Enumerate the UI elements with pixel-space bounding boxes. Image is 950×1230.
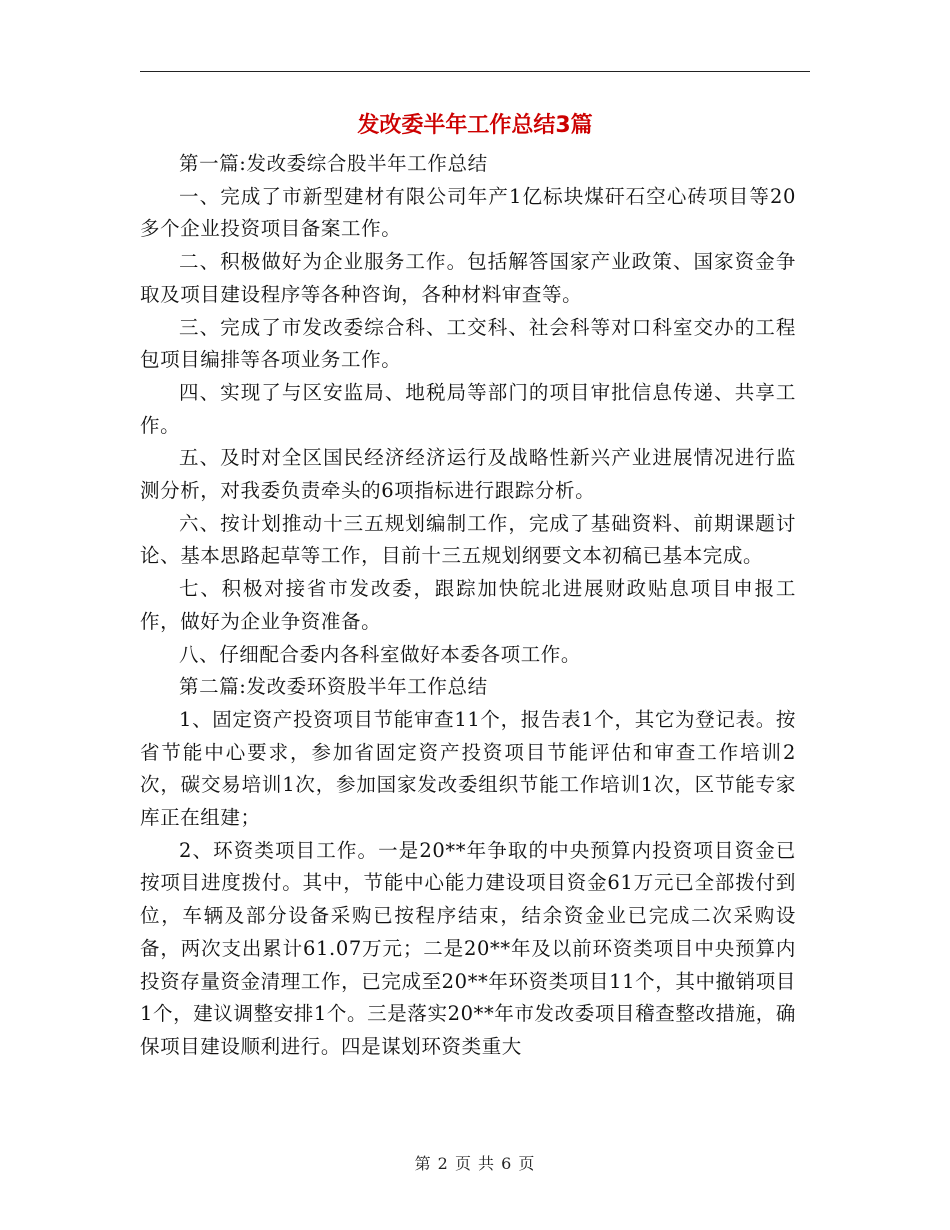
paragraph: 2、环资类项目工作。一是20**年争取的中央预算内投资项目资金已按项目进度拨付。其中，节能中心能力建设项目资金61万元已全部拨付到位，车辆及部分设备采购已按程序结束，结余资金业已完成二次采购设备，两次支出累计61.07万元；二是20**年及以前环资类项目中央预算内投资存量资金清理工作，已完成至20**年环资类项目11个，其中撤销项目1个，建议调整安排1个。三是落实20**年市发改委项目稽查整改措施，确保项目建设顺利进行。四是谋划环资类重大 — [140, 838, 796, 1058]
section-heading-1: 第一篇:发改委综合股半年工作总结 — [179, 152, 488, 175]
header-rule — [140, 71, 810, 72]
document-title: 发改委半年工作总结3篇 — [357, 113, 593, 138]
paragraph: 一、完成了市新型建材有限公司年产1亿标块煤矸石空心砖项目等20多个企业投资项目备案工作。 — [140, 184, 796, 241]
paragraph: 三、完成了市发改委综合科、工交科、社会科等对口科室交办的工程包项目编排等各项业务工作。 — [140, 315, 796, 372]
page-number: 第 2 页 共 6 页 — [414, 1154, 536, 1173]
paragraph: 七、积极对接省市发改委，跟踪加快皖北进展财政贴息项目申报工作，做好为企业争资准备。 — [140, 577, 796, 633]
paragraph: 五、及时对全区国民经济经济运行及战略性新兴产业进展情况进行监测分析，对我委负责牵头的6项指标进行跟踪分析。 — [140, 446, 796, 503]
paragraph: 六、按计划推动十三五规划编制工作，完成了基础资料、前期课题讨论、基本思路起草等工作，目前十三五规划纲要文本初稿已基本完成。 — [140, 511, 796, 568]
section-heading-2: 第二篇:发改委环资股半年工作总结 — [179, 675, 488, 699]
paragraph: 二、积极做好为企业服务工作。包括解答国家产业政策、国家资金争取及项目建设程序等各种咨询，各种材料审查等。 — [140, 250, 796, 306]
document-body — [140, 148, 796, 1064]
paragraph: 八、仔细配合委内各科室做好本委各项工作。 — [179, 642, 582, 666]
paragraph: 四、实现了与区安监局、地税局等部门的项目审批信息传递、共享工作。 — [140, 380, 796, 437]
paragraph: 1、固定资产投资项目节能审查11个，报告表1个，其它为登记表。按省节能中心要求，参加省固定资产投资项目节能评估和审查工作培训2次，碳交易培训1次，参加国家发改委组织节能工作培训1次，区节能专家库正在组建； — [140, 707, 796, 830]
